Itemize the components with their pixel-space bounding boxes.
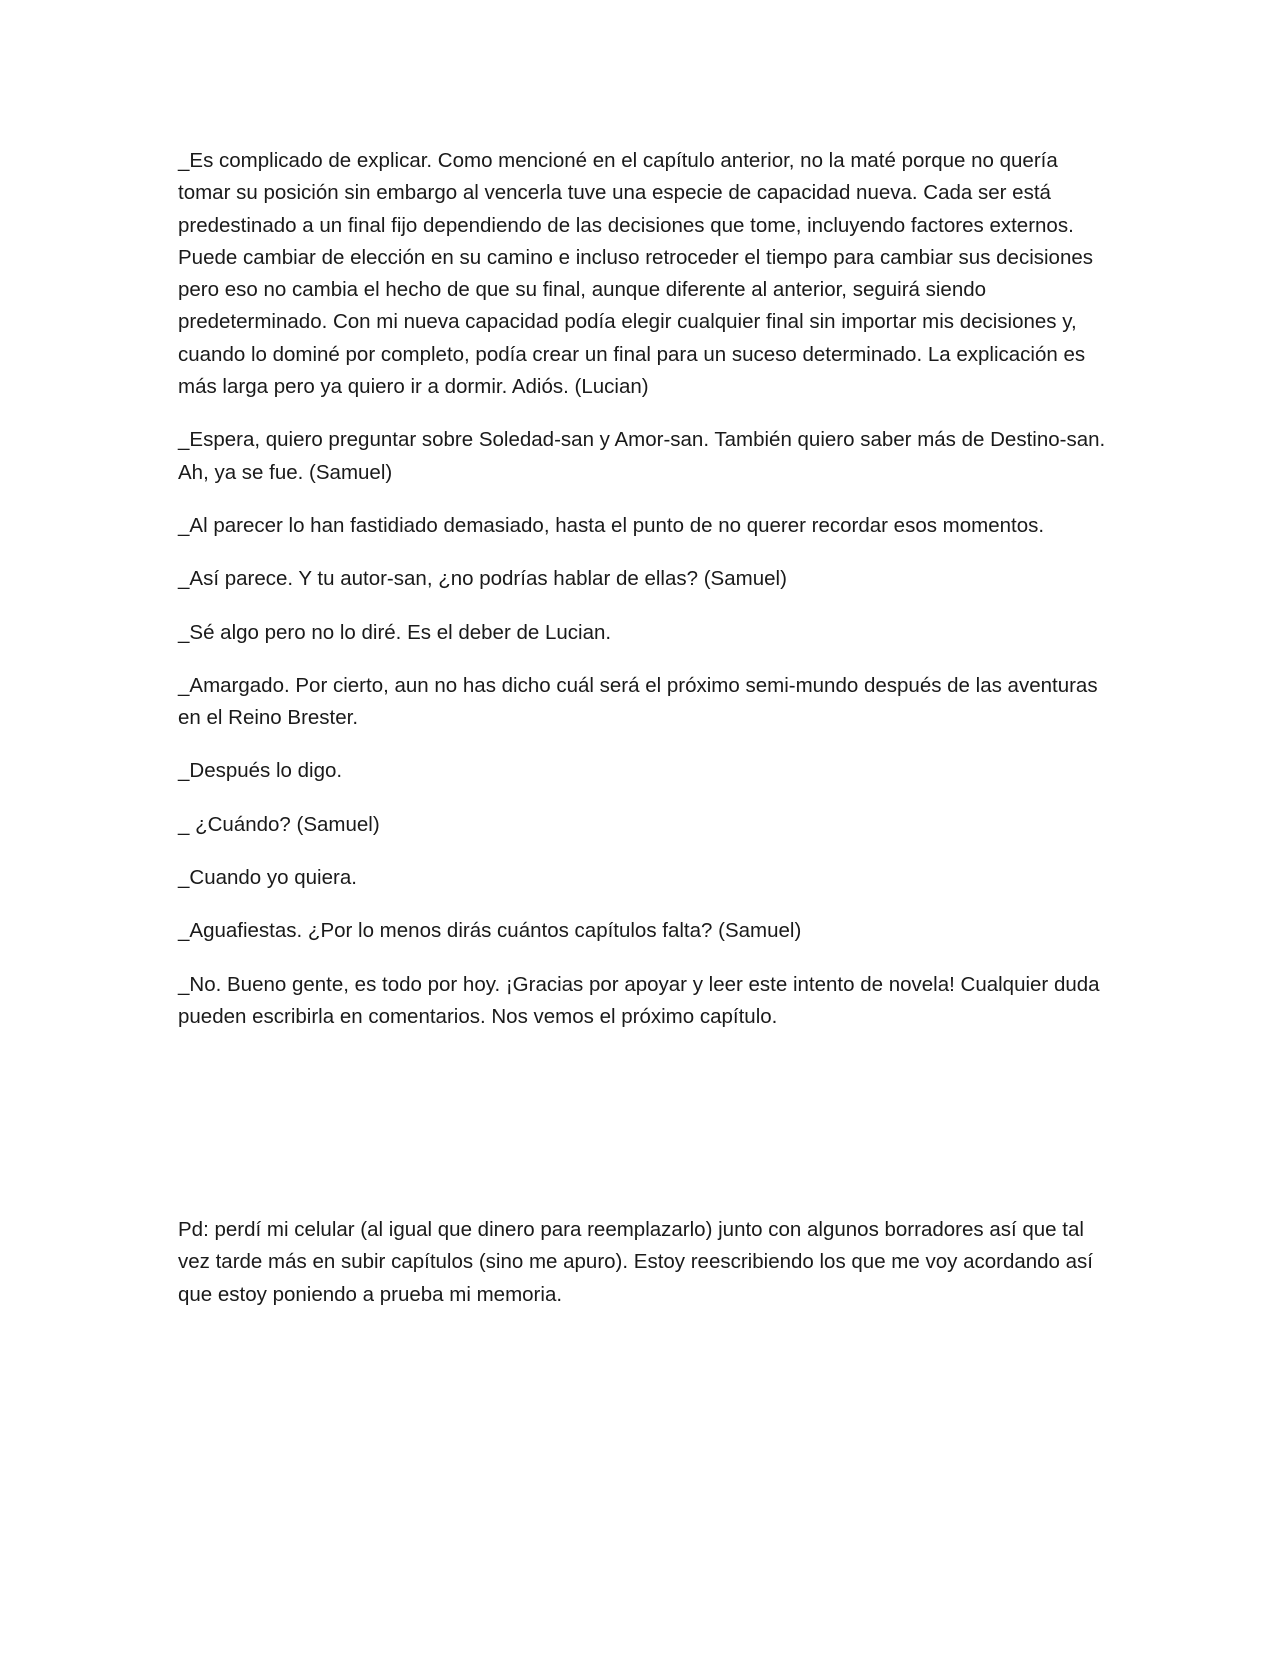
paragraph-author-remark: _Al parecer lo han fastidiado demasiado, hasta el punto de no querer recordar esos momentos. bbox=[178, 513, 1045, 537]
postscript-text: Pd: perdí mi celular (al igual que dinero para reemplazarlo) junto con algunos borradores así que tal vez tarde más en subir capítulos (sino me apuro). Estoy reescribiendo los que me voy acordando así que estoy poniendo a prueba mi memoria. bbox=[178, 1218, 1093, 1306]
postscript-section bbox=[178, 1214, 1108, 1311]
paragraph-author-later: _Después lo digo. bbox=[178, 759, 343, 783]
paragraph-samuel-question: _Espera, quiero preguntar sobre Soledad-san y Amor-san. También quiero saber más de Destino-san. Ah, ya se fue. (Samuel) bbox=[178, 428, 1106, 484]
paragraph-samuel-when: _ ¿Cuándo? (Samuel) bbox=[178, 812, 380, 836]
document-body bbox=[178, 145, 1108, 1054]
paragraph-lucian-explanation: _Es complicado de explicar. Como mencioné en el capítulo anterior, no la maté porque no quería tomar su posición sin embargo al vencerla tuve una especie de capacidad nueva. Cada ser está predestinado a un final fijo dependiendo de las decisiones que tome, incluyendo factores externos. Puede cambiar de elección en su camino e incluso retroceder el tiempo para cambiar sus decisiones pero eso no cambia el hecho de que su final, aunque diferente al anterior, seguirá siendo predeterminado. Con mi nueva capacidad podía elegir cualquier final sin importar mis decisiones y, cuando lo dominé por completo, podía crear un final para un suceso determinado. La explicación es más larga pero ya quiero ir a dormir. Adiós. (Lucian) bbox=[178, 149, 1094, 399]
paragraph-author-whenever: _Cuando yo quiera. bbox=[178, 866, 357, 890]
paragraph-author-refuses: _Sé algo pero no lo diré. Es el deber de Lucian. bbox=[178, 620, 612, 644]
paragraph-samuel-chapters: _Aguafiestas. ¿Por lo menos dirás cuántos capítulos falta? (Samuel) bbox=[178, 919, 802, 943]
paragraph-samuel-ask-author: _Así parece. Y tu autor-san, ¿no podrías hablar de ellas? (Samuel) bbox=[178, 567, 787, 591]
paragraph-samuel-next-world: _Amargado. Por cierto, aun no has dicho cuál será el próximo semi-mundo después de las aventuras en el Reino Brester. bbox=[178, 673, 1098, 730]
paragraph-author-goodbye: _No. Bueno gente, es todo por hoy. ¡Gracias por apoyar y leer este intento de novela! Cualquier duda pueden escribirla en comentarios. Nos vemos el próximo capítulo. bbox=[178, 972, 1100, 1028]
